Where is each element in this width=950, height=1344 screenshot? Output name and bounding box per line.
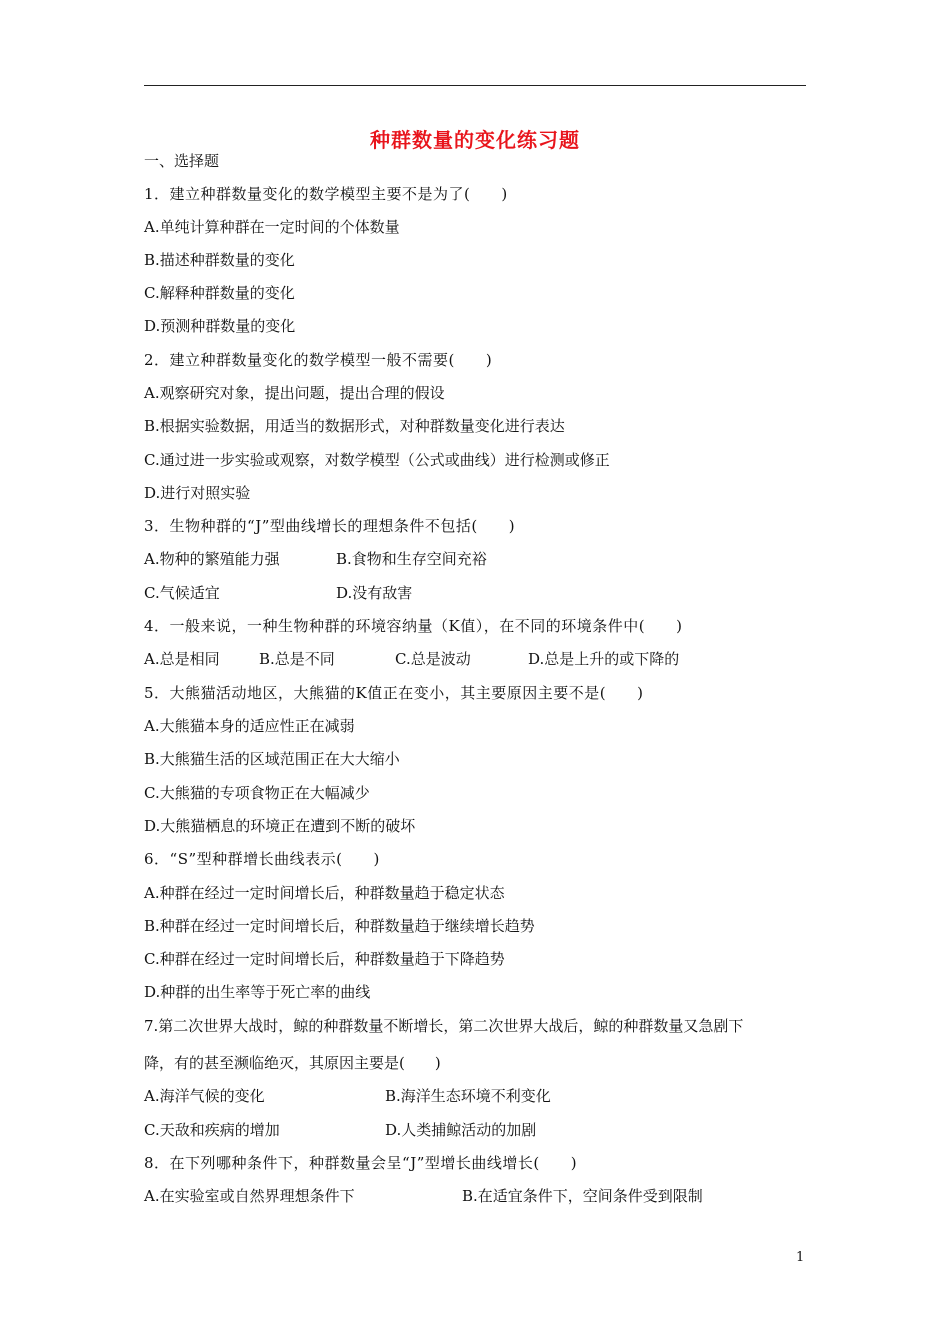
q4-option-b: B.总是不同 [259,650,335,668]
q2-option-c: C.通过进一步实验或观察，对数学模型（公式或曲线）进行检测或修正 [144,451,610,469]
header-rule [144,85,806,86]
q7-option-a: A.海洋气候的变化 [144,1087,265,1105]
q8-option-a: A.在实验室或自然界理想条件下 [144,1187,355,1205]
q3-option-d: D.没有敌害 [336,584,413,602]
question-6: 6．“S”型种群增长曲线表示( ) [144,850,380,868]
q3-option-b: B.食物和生存空间充裕 [336,550,487,568]
page-title: 种群数量的变化练习题 [370,128,580,152]
q7-option-c: C.天敌和疾病的增加 [144,1121,280,1139]
question-7-line-2: 降，有的甚至濒临绝灭，其原因主要是( ) [144,1054,441,1072]
question-4: 4．一般来说，一种生物种群的环境容纳量（K值），在不同的环境条件中( ) [144,617,683,635]
question-8: 8．在下列哪种条件下，种群数量会呈“J”型增长曲线增长( ) [144,1154,578,1172]
q4-option-d: D.总是上升的或下降的 [528,650,680,668]
q6-option-d: D.种群的出生率等于死亡率的曲线 [144,983,371,1001]
q2-option-a: A.观察研究对象，提出问题，提出合理的假设 [144,384,445,402]
q1-option-c: C.解释种群数量的变化 [144,284,295,302]
q7-option-d: D.人类捕鲸活动的加剧 [385,1121,537,1139]
q6-option-c: C.种群在经过一定时间增长后，种群数量趋于下降趋势 [144,950,505,968]
question-7-line-1: 7.第二次世界大战时，鲸的种群数量不断增长，第二次世界大战后，鲸的种群数量又急剧下 [144,1017,744,1035]
question-3: 3．生物种群的“J”型曲线增长的理想条件不包括( ) [144,517,516,535]
q3-option-c: C.气候适宜 [144,584,220,602]
q5-option-b: B.大熊猫生活的区域范围正在大大缩小 [144,750,400,768]
q6-option-b: B.种群在经过一定时间增长后，种群数量趋于继续增长趋势 [144,917,535,935]
q4-option-c: C.总是波动 [395,650,471,668]
question-1: 1．建立种群数量变化的数学模型主要不是为了( ) [144,185,508,203]
q4-option-a: A.总是相同 [144,650,220,668]
q5-option-c: C.大熊猫的专项食物正在大幅减少 [144,784,370,802]
q3-option-a: A.物种的繁殖能力强 [144,550,280,568]
q1-option-d: D.预测种群数量的变化 [144,317,296,335]
q2-option-b: B.根据实验数据，用适当的数据形式，对种群数量变化进行表达 [144,417,565,435]
question-2: 2．建立种群数量变化的数学模型一般不需要( ) [144,351,493,369]
question-5: 5．大熊猫活动地区，大熊猫的K值正在变小，其主要原因主要不是( ) [144,684,644,702]
q2-option-d: D.进行对照实验 [144,484,251,502]
q1-option-a: A.单纯计算种群在一定时间的个体数量 [144,218,400,236]
section-heading: 一、选择题 [144,152,220,170]
q7-option-b: B.海洋生态环境不利变化 [385,1087,551,1105]
q8-option-b: B.在适宜条件下，空间条件受到限制 [462,1187,703,1205]
q5-option-d: D.大熊猫栖息的环境正在遭到不断的破坏 [144,817,416,835]
q5-option-a: A.大熊猫本身的适应性正在减弱 [144,717,355,735]
q1-option-b: B.描述种群数量的变化 [144,251,295,269]
page-number: 1 [796,1250,805,1265]
q6-option-a: A.种群在经过一定时间增长后，种群数量趋于稳定状态 [144,884,505,902]
